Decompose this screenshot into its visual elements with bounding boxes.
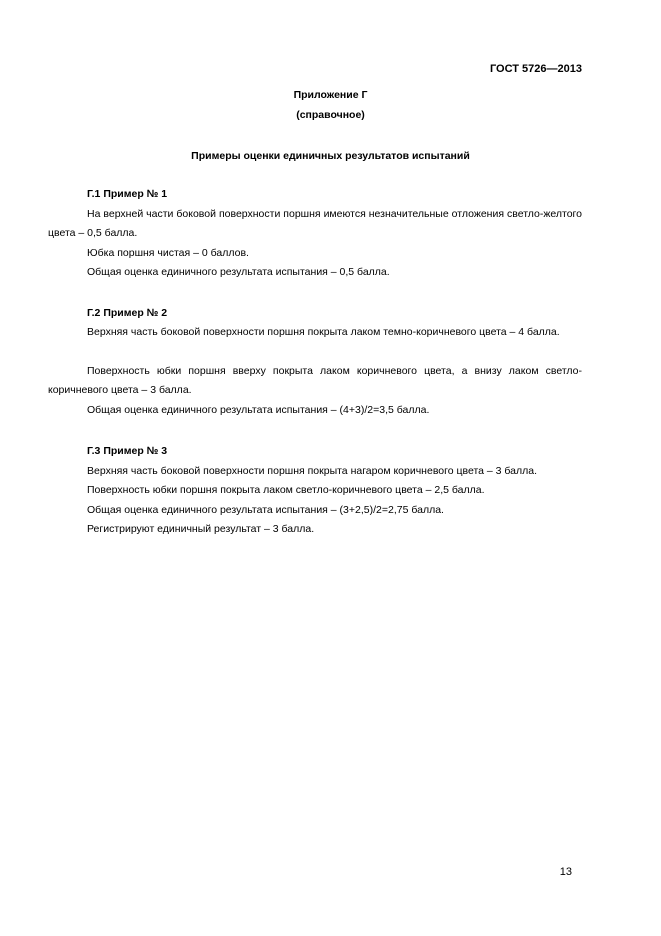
section-heading-3: Г.3 Пример № 3 <box>87 445 168 457</box>
paragraph: Верхняя часть боковой поверхности поршня покрыта нагаром коричневого цвета – 3 балла. <box>87 465 538 477</box>
paragraph: Поверхность юбки поршня вверху покрыта лаком коричневого цвета, а внизу лаком светло-коричневого цвета – 3 балла. <box>48 365 582 396</box>
appendix-title: Приложение Г <box>293 89 368 101</box>
page-number: 13 <box>559 866 572 878</box>
paragraph: Общая оценка единичного результата испытания – (4+3)/2=3,5 балла. <box>87 404 430 416</box>
document-title: Примеры оценки единичных результатов испытаний <box>191 150 470 162</box>
appendix-subtitle: (справочное) <box>296 109 365 121</box>
paragraph: На верхней части боковой поверхности поршня имеются незначительные отложения светло-желтого цвета – 0,5 балла. <box>48 208 582 239</box>
section-heading-2: Г.2 Пример № 2 <box>87 307 168 319</box>
section-heading-1: Г.1 Пример № 1 <box>87 188 168 200</box>
paragraph: Общая оценка единичного результата испытания – (3+2,5)/2=2,75 балла. <box>87 504 444 516</box>
paragraph: Поверхность юбки поршня покрыта лаком светло-коричневого цвета – 2,5 балла. <box>87 484 485 496</box>
paragraph: Регистрируют единичный результат – 3 балла. <box>87 523 315 535</box>
document-code: ГОСТ 5726—2013 <box>489 63 582 75</box>
paragraph: Верхняя часть боковой поверхности поршня покрыта лаком темно-коричневого цвета – 4 балла. <box>87 326 560 338</box>
paragraph: Общая оценка единичного результата испытания – 0,5 балла. <box>87 266 390 278</box>
paragraph: Юбка поршня чистая – 0 баллов. <box>87 247 249 259</box>
